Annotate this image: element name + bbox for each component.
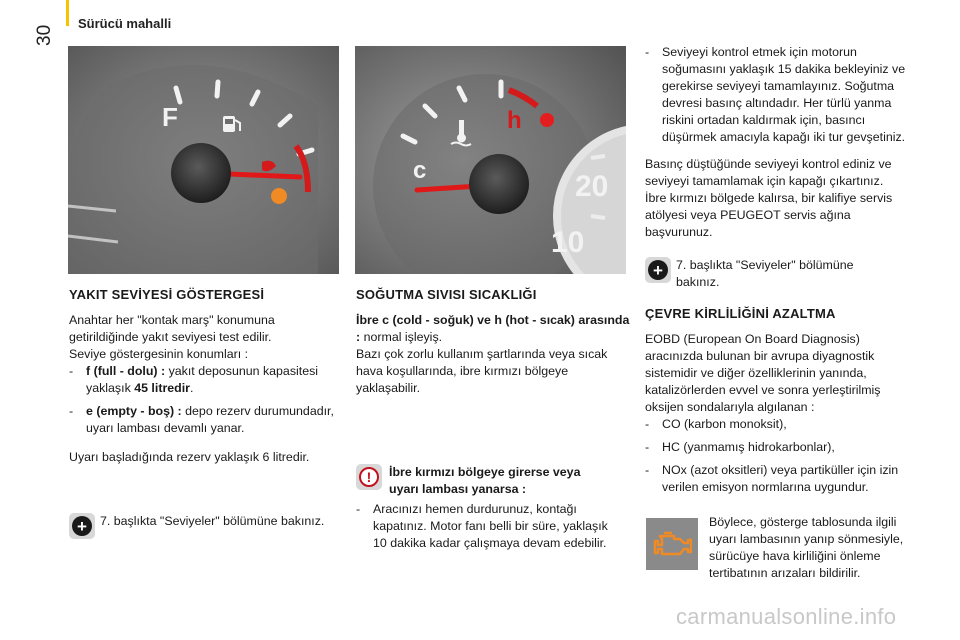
fuel-warning-lamp [271, 188, 287, 204]
section-title: Sürücü mahalli [78, 16, 172, 31]
engine-note: Böylece, gösterge tablosunda ilgili uyarı lambasının yanıp sönmesiyle, sürücüye hava kirliliğini önleme tertibatının arızaları bildirilir. [709, 515, 904, 580]
reference-plus-icon: + [645, 257, 671, 283]
red-zone-note: İbre kırmızı bölgede kalırsa, bir kalifiye servis atölyesi veya PEUGEOT servis ağına başvurunuz. [645, 191, 893, 239]
environment-intro: EOBD (European On Board Diagnosis) aracınızda bulunan bir avrupa diyagnostik sistemidir ve diğer özelliklerinin yanında, katalizörlerden evvel ve sonra yerleştirilmiş oksijen sondalarıyla algılanan : [645, 332, 881, 414]
accent-bar [66, 0, 69, 26]
coolant-hot-mark: h [507, 107, 522, 134]
coolant-warning-item: - Aracınızı hemen durdurunuz, kontağı kapatınız. Motor fanı belli bir süre, yaklaşık 10 dakika kadar çalışmaya devam edebilir. [356, 502, 608, 550]
coolant-warning-lamp [540, 113, 554, 127]
reference-plus-icon: + [69, 513, 95, 539]
fuel-section [69, 286, 341, 466]
fuel-reserve-note: Uyarı başladığında rezerv yaklaşık 6 litredir. [69, 450, 310, 464]
fuel-full-mark: F [162, 102, 178, 132]
environment-section [645, 305, 917, 496]
coolant-section: SOĞUTMA SIVISI SICAKLIĞI İbre c (cold - soğuk) ve h (hot - sıcak) arasında : normal işleyiş. Bazı çok zorlu kullanım şartlarında veya sıcak hava koşullarında, ibre kırmızı bölgeye yaklaşabilir. [356, 287, 630, 395]
pressure-note: Basınç düştüğünde seviyeyi kontrol ediniz ve seviyeyi tamamlamak için kapağı çıkartınız. [645, 157, 892, 188]
check-level-item: - Seviyeyi kontrol etmek için motorun soğumasını yaklaşık 15 dakika bekleyiniz ve gerekirse seviyeyi tamamlayınız. Soğutma devresi basınç altındadır. Her türlü yanma riskini ortadan kaldırmak için, basıncı düşürmek amacıyla kapağı iki tur gevşetiniz. [645, 45, 906, 144]
watermark: carmanualsonline.info [676, 604, 897, 629]
fuel-positions-label: Seviye göstergesinin konumları : [69, 347, 249, 361]
env-item-nox: - NOx (azot oksitleri) veya partiküller için izin verilen emisyon normlarına uygundur. [645, 463, 899, 494]
speed-mark-10: 10 [551, 226, 585, 259]
speed-mark-20: 20 [575, 170, 609, 203]
fuel-ref-note: 7. başlıkta "Seviyeler" bölümüne bakınız. [100, 514, 325, 528]
env-item-hc: - HC (yanmamış hidrokarbonlar), [645, 440, 835, 454]
env-item-co: - CO (karbon monoksit), [645, 417, 787, 431]
right-column-top [645, 44, 917, 241]
coolant-warning-title: İbre kırmızı bölgeye girerse veya uyarı lambası yanarsa : [389, 465, 581, 496]
engine-warning-icon [646, 518, 698, 570]
fuel-section-title: YAKIT SEVİYESİ GÖSTERGESİ [69, 287, 265, 302]
warning-exclamation-icon: ! [356, 464, 382, 490]
coolant-gauge-photo [355, 46, 626, 274]
fuel-full-item: - f (full - dolu) : yakıt deposunun kapasitesi yaklaşık 45 litredir. [69, 364, 319, 395]
coolant-section-title: SOĞUTMA SIVISI SICAKLIĞI [356, 287, 537, 302]
page-number: 30 [34, 24, 55, 46]
coolant-cold-mark: c [413, 157, 427, 184]
fuel-empty-item: - e (empty - boş) : depo rezerv durumundadır, uyarı lambası devamlı yanar. [69, 404, 334, 435]
fuel-gauge-photo [68, 46, 339, 274]
environment-title: ÇEVRE KİRLİLİĞİNİ AZALTMA [645, 306, 836, 321]
fuel-intro: Anahtar her "kontak marş" konumuna getirildiğinde yakıt seviyesi test edilir. [69, 313, 275, 344]
coolant-conditions: Bazı çok zorlu kullanım şartlarında veya sıcak hava koşullarında, ibre kırmızı bölgeye yaklaşabilir. [356, 347, 608, 395]
coolant-ref-note: 7. başlıkta "Seviyeler" bölümüne bakınız. [676, 258, 854, 289]
